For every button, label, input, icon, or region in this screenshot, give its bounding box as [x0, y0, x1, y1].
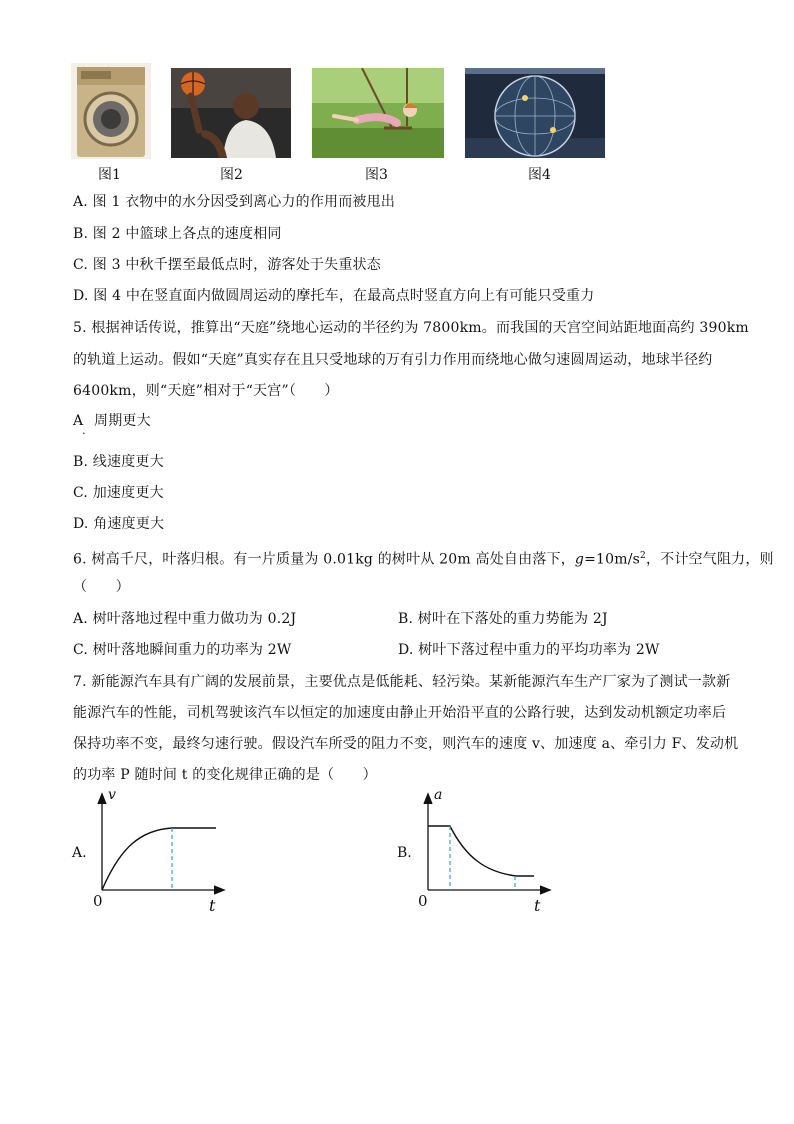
graph-a-x-axis-label: t — [209, 896, 216, 915]
q7-stem-line2: 能源汽车的性能，司机驾驶该汽车以恒定的加速度由静止开始沿平直的公路行驶，达到发动机额定功率后 — [73, 705, 727, 721]
graph-b-option-label: B. — [397, 845, 412, 861]
q5-stem-line2: 的轨道上运动。假如“天庭”真实存在且只受地球的万有引力作用而绕地心做匀速圆周运动，地球半径约 — [73, 352, 713, 368]
graph-a-option-label: A. — [72, 845, 87, 861]
q6-option-b: B. 树叶在下落处的重力势能为 2J — [398, 611, 608, 627]
q5-option-a-text: 周期更大 — [94, 413, 151, 429]
q6-option-d: D. 树叶下落过程中重力的平均功率为 2W — [398, 642, 660, 658]
q5-option-b: B. 线速度更大 — [73, 454, 164, 470]
graph-b-curve — [428, 826, 534, 876]
q4-option-a: A. 图 1 衣物中的水分因受到离心力的作用而被甩出 — [73, 194, 396, 210]
q6-stem-line1 — [73, 546, 774, 570]
q5-stem-line1: 5. 根据神话传说，推算出“天庭”绕地心运动的半径约为 7800km。而我国的天宫空间站距地面高约 390km — [73, 320, 749, 336]
graph-b-y-axis-label: a — [434, 787, 443, 803]
q6-stem-part1: 6. 树高千尺，叶落归根。有一片质量为 0.01kg 的树叶从 20m 高处自由落下， — [73, 551, 575, 568]
q7-stem-line3: 保持功率不变，最终匀速行驶。假设汽车所受的阻力不变，则汽车的速度 v、加速度 a、牵引力 F、发动机 — [73, 736, 739, 752]
q6-stem-line2: （ ） — [73, 579, 130, 595]
q4-option-b: B. 图 2 中篮球上各点的速度相同 — [73, 226, 282, 242]
q6-option-a: A. 树叶落地过程中重力做功为 0.2J — [73, 611, 297, 627]
figure-1-caption: 图1 — [98, 167, 121, 183]
graph-b-origin-label: 0 — [418, 892, 428, 910]
q6-option-c: C. 树叶落地瞬间重力的功率为 2W — [73, 642, 292, 658]
q7-stem-line4: 的功率 P 随时间 t 的变化规律正确的是（ ） — [73, 767, 377, 783]
graph-a-x-arrow — [214, 886, 224, 894]
figure-4-globe — [465, 68, 605, 158]
graph-a-origin-label: 0 — [93, 892, 103, 910]
graph-b-acceleration-time — [416, 788, 556, 908]
q4-option-c: C. 图 3 中秋千摆至最低点时，游客处于失重状态 — [73, 257, 381, 273]
q7-stem-line1: 7. 新能源汽车具有广阔的发展前景，主要优点是低能耗、轻污染。某新能源汽车生产厂家为了测试一款新 — [73, 674, 731, 690]
q6-g-exponent: 2 — [640, 551, 646, 561]
figure-2-caption: 图2 — [220, 167, 243, 183]
q5-option-c: C. 加速度更大 — [73, 485, 164, 501]
graph-a-y-axis-label: v — [108, 787, 116, 803]
q5-stem-line3: 6400km，则“天庭”相对于“天宫”（ ） — [73, 383, 339, 399]
q4-option-d: D. 图 4 中在竖直面内做圆周运动的摩托车，在最高点时竖直方向上有可能只受重力 — [73, 288, 595, 304]
q5-option-a-dot: . — [82, 424, 86, 437]
q6-g-value: =10m/s — [584, 551, 641, 568]
graph-b-y-arrow — [424, 794, 432, 804]
q6-stem-part2: ，不计空气阻力，则 — [645, 551, 774, 568]
figure-4-caption: 图4 — [528, 167, 551, 183]
q6-g-symbol: g — [574, 551, 585, 568]
figure-1-washing-machine — [71, 63, 151, 159]
q5-option-a-letter: A — [73, 413, 84, 429]
graph-b-x-arrow — [540, 886, 550, 894]
graph-a-velocity-time — [90, 788, 230, 908]
graph-b-x-axis-label: t — [534, 896, 541, 915]
figure-3-caption: 图3 — [365, 167, 388, 183]
figure-2-basketball — [171, 68, 291, 158]
figure-3-swing — [312, 68, 444, 158]
q5-option-d: D. 角速度更大 — [73, 516, 165, 532]
graph-a-curve — [102, 828, 216, 890]
graph-a-y-arrow — [98, 794, 106, 804]
